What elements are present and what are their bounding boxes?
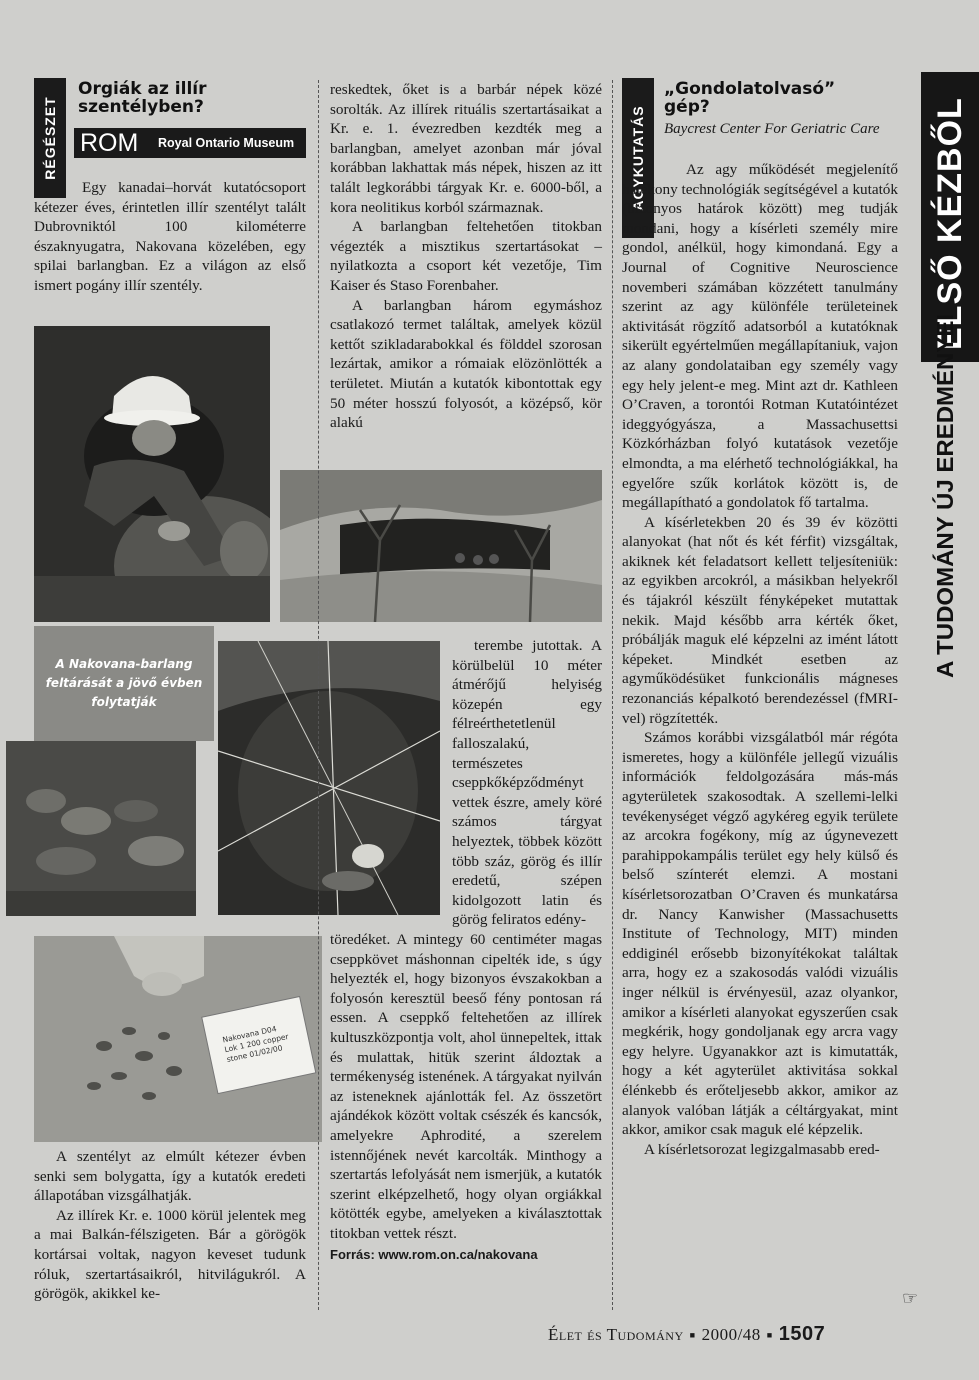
article1-column2-top: [330, 80, 602, 433]
source-line: Forrás: www.rom.on.ca/nakovana: [330, 1246, 538, 1262]
article1-column2-wrap: [452, 636, 602, 930]
rom-logo-text: ROM: [80, 129, 139, 157]
paragraph: Számos korábbi vizsgálatból már régóta ismeretes, hogy a különféle jellegű vizuális információk feldolgozására más-más agyterületek szakosodtak. A szellemi-lelki tevékenységet végző agykéreg egyik területe az arcokra fogékony, míg az úgynevezett parahippokampális terület egy hely külső és belső színterét elemzi. A mostani kísérletsorozatban O’Craven és munkatársa dr. Nancy Kanwisher (Massachusetts Institute of Technology, MIT) minden eddiginél erősebb bizonyítékokat találtak arra, hogy ez a szakosodás valódi vizuális inger nélkül is érvényesül, azaz olyankor, amikor a kísérleti alanyokat egyszerűen csak megkérik, hogy gondoljanak egy arcra vagy egy helyre. Ugyanakkor azt is kimutatták, hogy a két agyterület aktivitása sokkal élénkebb és erőteljesebb akkor, amikor az alanyok valóban látják a céltárgyakat, mint akkor, amikor csak maguk elé képzelik.: [622, 729, 898, 1139]
photo-pottery-image: [6, 741, 196, 916]
sidebar-subtitle: A TUDOMÁNY ÚJ EREDMÉNYEI: [933, 313, 959, 678]
sidebar-banner: [921, 72, 979, 688]
paragraph: A barlangban feltehetően titokban végezték a misztikus szertartásokat – nyilatkozta a csoport két vezetője, Tim Kaiser és Staso Forenbaher.: [330, 218, 602, 294]
paragraph: A szentélyt az elmúlt kétezer évben senki sem bolygatta, így a kutatók eredeti állapotában vizsgálhatják.: [34, 1148, 306, 1205]
title-line: Orgiák az illír: [78, 79, 207, 99]
paragraph: töredéket. A mintegy 60 centiméter magas cseppkövet máshonnan cipelték ide, s úgy helyezték el, hogy bizonyos évszakokban a folyosón keresztül beeső fény pontosan rá essen. A cseppkő feltehetően az illírek kultuszközpontja volt, ahol ünnepeltek, ittak és mulattak, hitük szerint áldoztak a termékenység istenének. A tárgyakat nyilván az isteneknek ajánlották fel. Az összetört ajándékok között voltak csészék és kancsók, amelyekre Aphrodité, a szerelem istennőjének nevét karcolták. Minthogy a szertartás lefolyását nem ismerjük, a kutatók szerint elképzelhető, hogy olyan orgiákkal kötötték egybe, amelyeken a kiválasztottak titokban vettek részt.: [330, 931, 602, 1242]
section-label: AGYKUTATÁS: [630, 105, 646, 211]
article1-column2-bottom: [330, 930, 602, 1264]
photo-archaeologist-image: [34, 326, 270, 622]
photo-sherds-bag: [34, 936, 322, 1142]
article1-column1-bottom: [34, 1147, 306, 1304]
photo-cave-image: [280, 470, 602, 622]
page-footer: [548, 1323, 825, 1346]
rom-museum-name: Royal Ontario Museum: [158, 136, 295, 150]
article1-column1-intro: [34, 178, 306, 296]
paragraph: terembe jutottak. A körülbelül 10 méter átmérőjű helyiség közepén egy félreérthetetlenül falloszalakú, természetes cseppkőképződményt vettek észre, amely köré számos tárgyat helyeztek, többek között több száz, görög és illír eredetű, szépen kidolgozott latin és görög feliratos edény-: [452, 637, 602, 929]
paragraph: Egy kanadai–horvát kutatócsoport kétezer éves, érintetlen illír szentélyt talált Dubrovniktól 100 kilométerre északnyugatra, Nakovana közelében, egy spilai barlangban. Ez a világon az első ismert pogány illír szentély.: [34, 179, 306, 294]
pointing-hand-icon: ☞: [902, 1288, 919, 1309]
photo-grid-image: [218, 641, 440, 915]
separator-square-icon: ■: [766, 1330, 773, 1340]
column-divider: [612, 80, 613, 1310]
section-label: RÉGÉSZET: [42, 96, 58, 180]
photo-caption: A Nakovana-barlang feltárását a jövő évben folytatják: [45, 657, 203, 709]
paragraph: reskedtek, őket is a barbár népek közé sorolták. Az illírek rituális szertartásaikat a Kr. e. 1. évezredben kezdték meg a barlangban, amelyet azonban már jóval korábban lakhattak más népek, hiszen az itt talált legkorábbi tárgyak Kr. e. 6000-ből, a kora neolitikus korból származnak.: [330, 81, 602, 216]
article2-column: [622, 160, 898, 1159]
photo-archaeologist-helmet: [34, 326, 270, 622]
photo-pottery-floor: [6, 741, 196, 916]
paragraph: A barlangban három egymáshoz csatlakozó termet találtak, amelyek közül kettőt szikladarabokkal és földdel szorosan lezártak, amikor a rómaiak elözönlötték a területet. Miután a kutatók kibontottak egy 50 méter hosszú folyosót, a középső, kör alakú: [330, 296, 602, 432]
title-line: szentélyben?: [78, 97, 204, 117]
photo-cave-interior-grid: [218, 641, 440, 915]
column-divider: [318, 80, 319, 1310]
article2-title: [664, 80, 894, 116]
paragraph: A kísérletekben 20 és 39 év közötti alanyokat (hat nőt és két férfit) vizsgáltak, akiknek két feladatsort kellett teljesíteniük: az egyikben arcokról, a másikban helyekről és tájakról készült fényképeket mutattak nekik. Majd később arra kérték őket, próbálják maguk elé képzelni az imént látott képeket. Mindkét esetben az agyműködésüket funkcionális mágneses rezonanciás képalkotó berendezéssel (fMRI-vel) rögzítették.: [622, 513, 898, 727]
article2-source: Baycrest Center For Geriatric Care: [664, 121, 880, 137]
magazine-name: Élet és Tudomány: [548, 1325, 684, 1344]
paragraph: [622, 1140, 898, 1160]
paragraph: Az illírek Kr. e. 1000 körül jelentek meg a mai Balkán-félszigeten. Bár a görögök kortársai voltak, nagyon keveset tudunk róluk, szertartásaikról, hitvilágukról. A görögök, akikkel ke-: [34, 1206, 306, 1303]
paragraph-text: A kísérletsorozat legizgalmasabb ered-: [644, 1140, 880, 1158]
issue-number: 2000/48: [701, 1325, 761, 1344]
title-line: „Gondolatolvasó”: [664, 79, 836, 99]
separator-square-icon: ■: [689, 1330, 696, 1340]
page-number: 1507: [778, 1323, 826, 1345]
title-line: gép?: [664, 97, 710, 117]
sidebar-title: ELSŐ KÉZBŐL: [931, 97, 969, 350]
article1-title: [78, 80, 308, 116]
source-logo-rom: [74, 128, 306, 158]
photo-cave-entrance: [280, 470, 602, 622]
paragraph: Az agy működését megjelenítő hatékony technológiák segítségével a kutatók (bizonyos határok között) meg tudják mondani, hogy a kísérleti személy mire gondol, anélkül, hogy kimondaná. Egy a Journal of Cognitive Neuroscience novemberi számában közzétett tanulmány szerint az agy különféle területeinek aktivitását rögzítő adatsorból a kutatóknak sikerült egyértelműen megállapítaniuk, vajon az alany gondolataiban egy személy vagy egy hely jelent-e meg. Mint azt dr. Kathleen O’Craven, a torontói Rotman Kutatóintézet ideggyógyásza, a Massachusettsi Közkórházban folyó kutatások vezetője elmondta, a ma elérhető technológiákkal, ha egyelőre szűk korlátok között is, de megállapítható a gondolatok fő tartalma.: [622, 161, 898, 512]
bag-label-text: Nakovana D04 Lok 1 200 copper stone 01/02/00: [221, 1024, 290, 1064]
